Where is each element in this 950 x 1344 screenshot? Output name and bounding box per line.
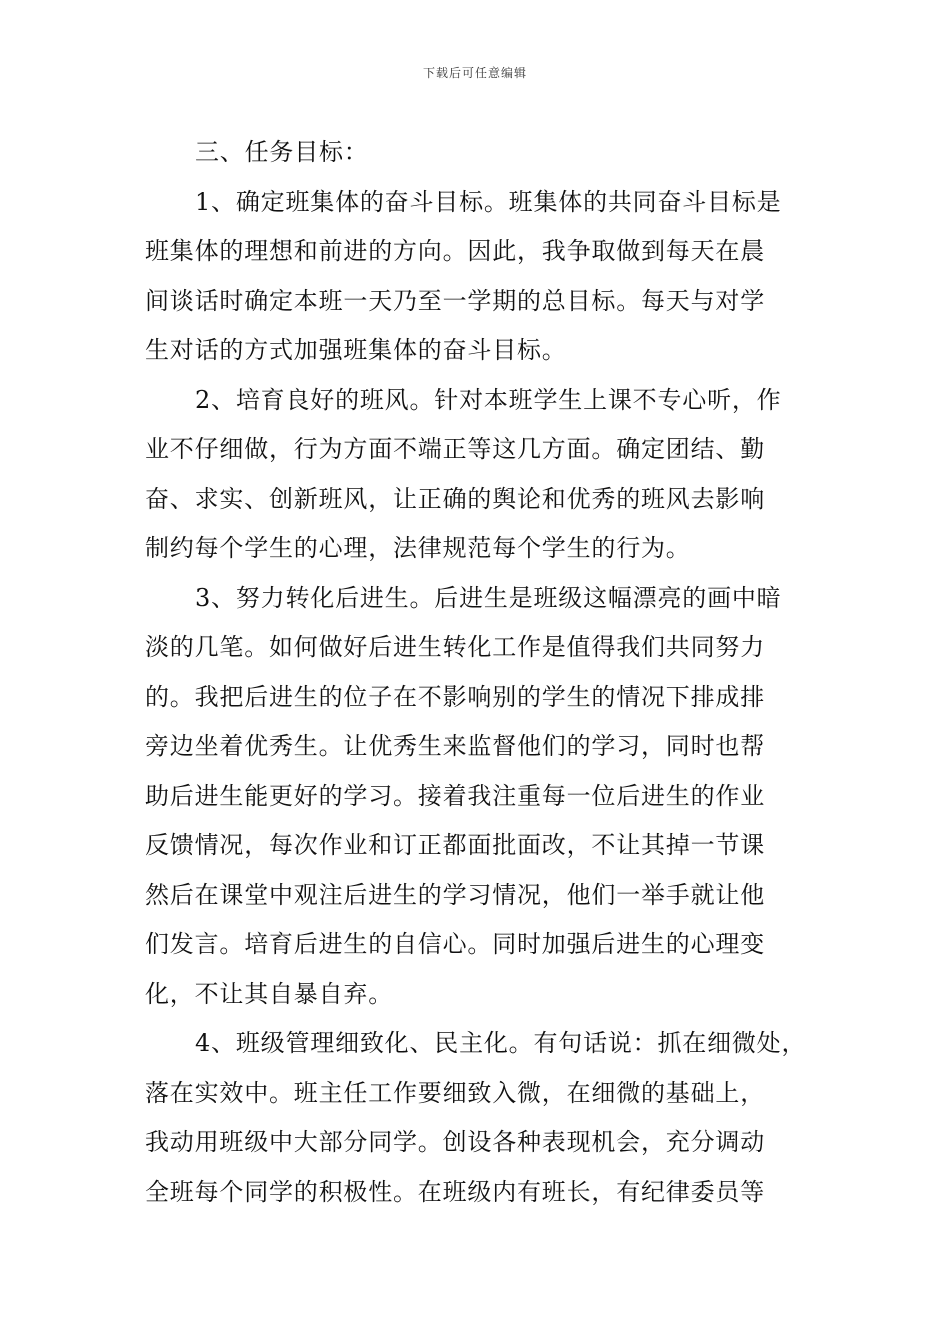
text-line: 的。我把后进生的位子在不影响别的学生的情况下排成排 [145, 682, 765, 711]
text-line: 奋、求实、创新班风，让正确的舆论和优秀的班风去影响 [145, 484, 765, 513]
text-line: 淡的几笔。如何做好后进生转化工作是值得我们共同努力 [145, 633, 765, 661]
text-line: 班集体的理想和前进的方向。因此，我争取做到每天在晨 [145, 237, 765, 265]
text-line: 2、培育良好的班风。针对本班学生上课不专心听，作 [195, 385, 782, 414]
text-line: 3、努力转化后进生。后进生是班级这幅漂亮的画中暗 [195, 583, 782, 612]
text-line: 业不仔细做，行为方面不端正等这几方面。确定团结、勤 [145, 435, 765, 463]
document-body [145, 128, 807, 1217]
text-line: 生对话的方式加强班集体的奋斗目标。 [145, 336, 567, 364]
text-line: 制约每个学生的心理，法律规范每个学生的行为。 [145, 534, 691, 562]
text-line: 间谈话时确定本班一天乃至一学期的总目标。每天与对学 [145, 286, 765, 315]
text-line: 助后进生能更好的学习。接着我注重每一位后进生的作业 [145, 781, 765, 810]
text-line: 们发言。培育后进生的自信心。同时加强后进生的心理变 [145, 930, 765, 958]
text-line: 然后在课堂中观注后进生的学习情况，他们一举手就让他 [145, 880, 765, 909]
text-line: 化，不让其自暴自弃。 [145, 979, 393, 1008]
text-line: 三、任务目标： [195, 138, 369, 166]
text-line: 1、确定班集体的奋斗目标。班集体的共同奋斗目标是 [195, 187, 782, 216]
text-line: 旁边坐着优秀生。让优秀生来监督他们的学习，同时也帮 [145, 732, 765, 760]
text-line: 4、班级管理细致化、民主化。有句话说：抓在细微处， [195, 1029, 807, 1057]
text-line: 落在实效中。班主任工作要细致入微，在细微的基础上， [145, 1078, 765, 1107]
text-line: 全班每个同学的积极性。在班级内有班长，有纪律委员等 [145, 1177, 765, 1206]
text-line: 我动用班级中大部分同学。创设各种表现机会，充分调动 [145, 1128, 765, 1156]
text-line: 反馈情况，每次作业和订正都面批面改，不让其掉一节课 [145, 831, 765, 859]
page-header: 下载后可任意编辑 [422, 66, 527, 80]
